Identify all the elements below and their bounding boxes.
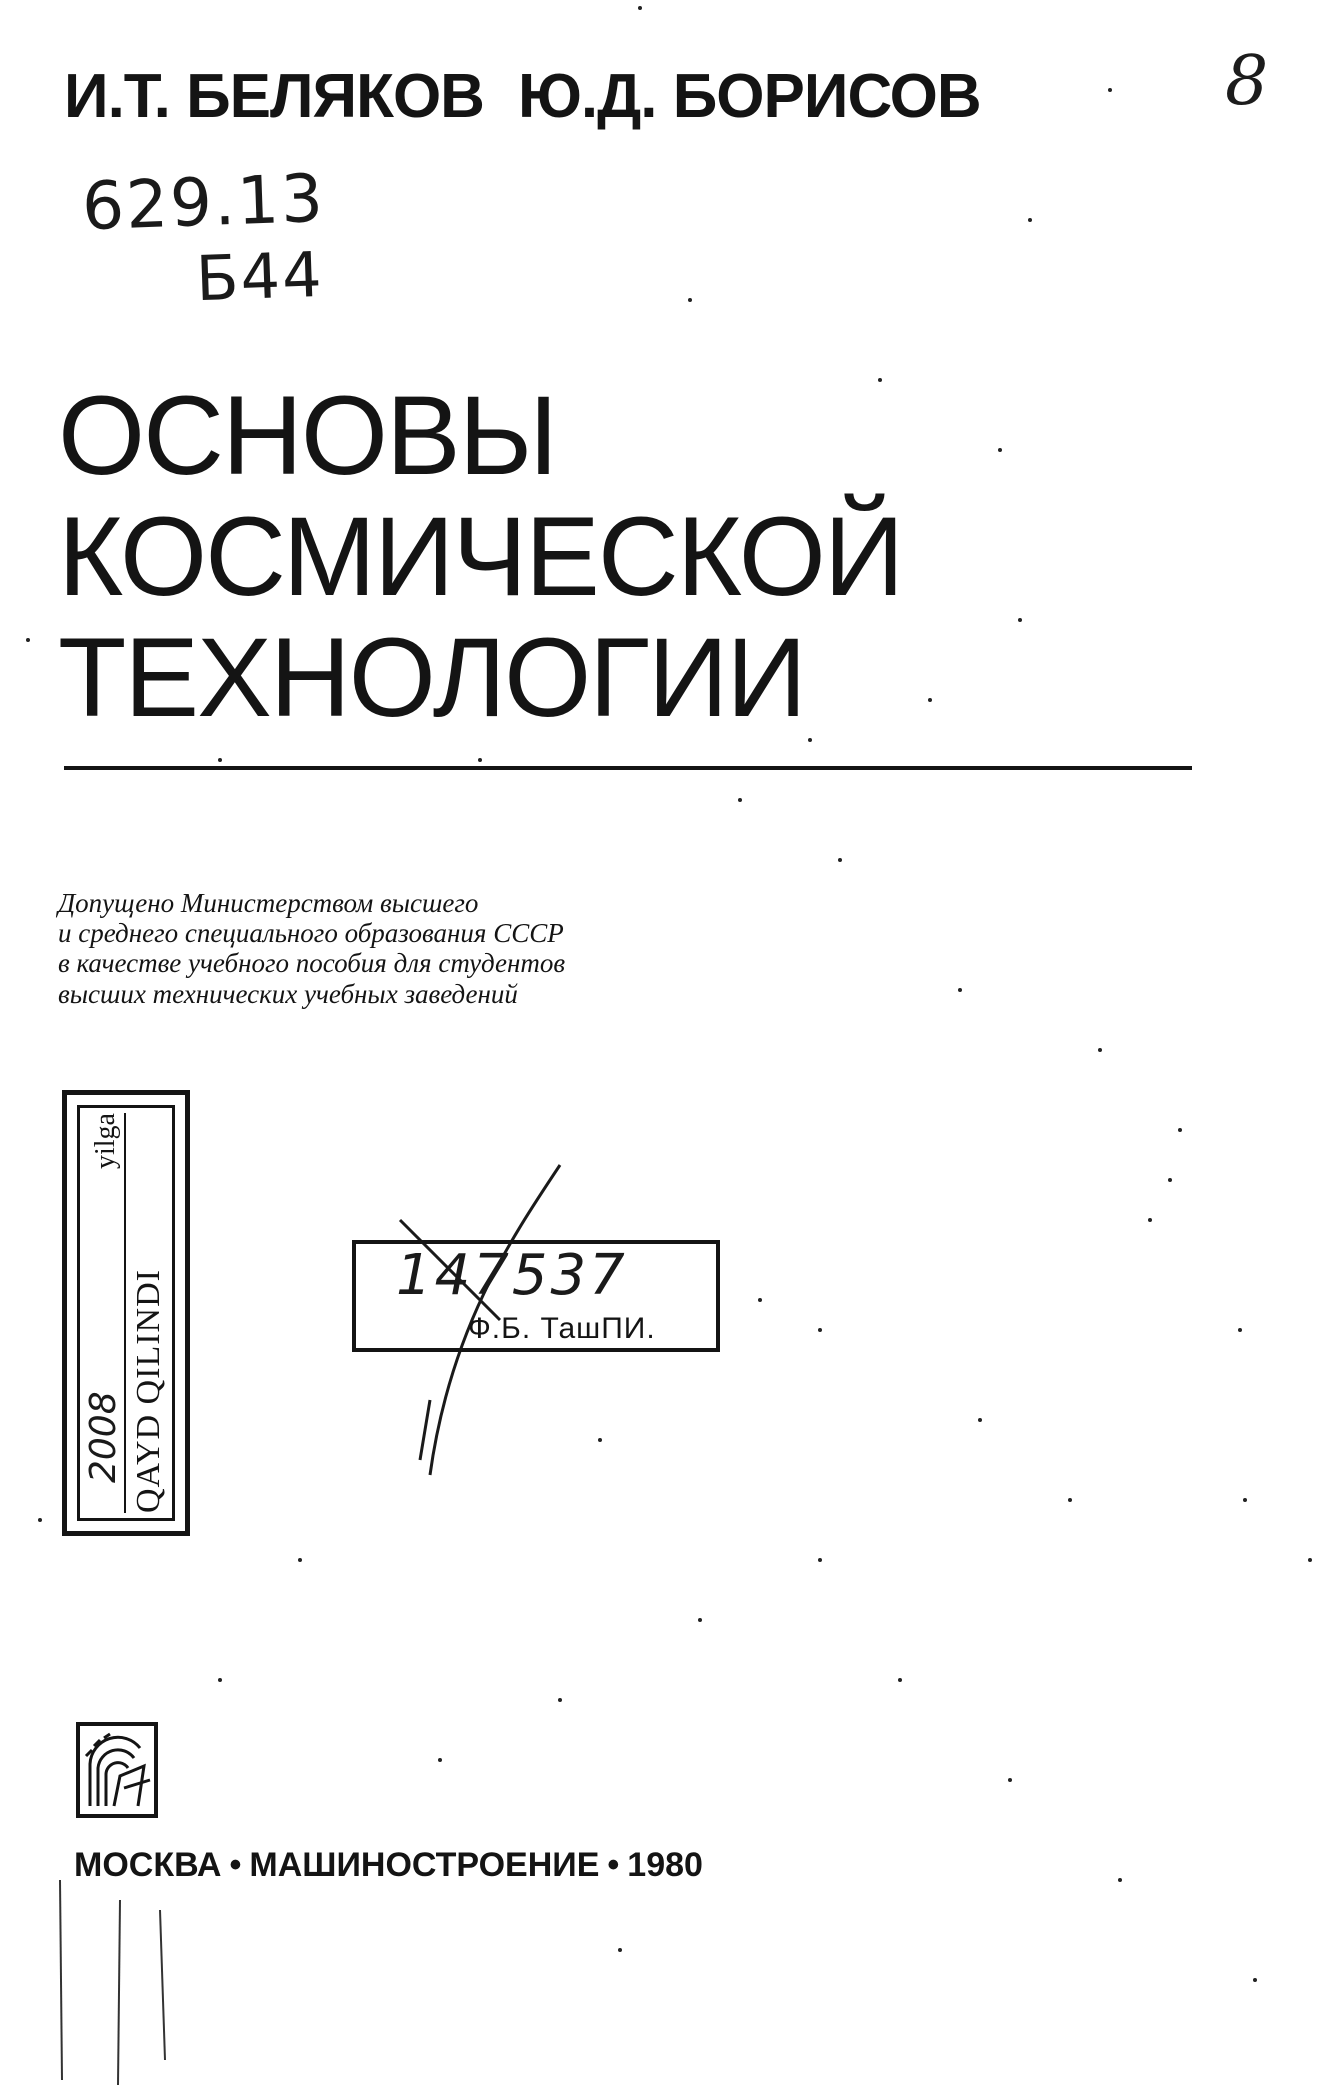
approval-line-2: и среднего специального образования СССР — [58, 918, 564, 949]
imprint-city: МОСКВА — [74, 1846, 222, 1884]
udc-code-handwritten: 629.13 — [80, 159, 327, 246]
publisher-logo-icon — [76, 1722, 158, 1818]
publisher-gear-emblem-icon — [80, 1726, 154, 1814]
title-line-1: ОСНОВЫ — [58, 373, 556, 498]
inventory-number-handwritten: 147537 — [396, 1243, 628, 1308]
inventory-stamp — [352, 1240, 720, 1352]
registration-year-line — [83, 1113, 126, 1513]
imprint-year: 1980 — [627, 1846, 703, 1884]
registration-stamp — [62, 1090, 190, 1536]
imprint-separator-2: • — [607, 1846, 620, 1884]
shelf-code-handwritten: Б44 — [194, 237, 325, 316]
approval-statement — [58, 888, 565, 1009]
registration-year-handwritten: 2008 — [83, 1391, 124, 1483]
title-line-3: ТЕХНОЛОГИИ — [58, 614, 805, 740]
authors-line — [64, 62, 981, 131]
registration-stamp-text — [74, 1103, 178, 1523]
book-title — [58, 373, 903, 740]
imprint-publisher: МАШИНОСТРОЕНИЕ — [249, 1846, 600, 1884]
approval-line-4: высших технических учебных заведений — [58, 978, 518, 1009]
inventory-library-label: Ф.Б. ТашПИ. — [468, 1312, 656, 1345]
corner-handwritten-mark: 8 — [1225, 42, 1269, 121]
imprint-line — [74, 1848, 703, 1882]
registration-label: QAYD QILINDI — [130, 1269, 167, 1513]
title-line-2: КОСМИЧЕСКОЙ — [58, 493, 903, 619]
approval-line-1: Допущено Министерством высшего — [58, 888, 479, 918]
registration-year-suffix: yilga — [90, 1113, 121, 1169]
title-divider — [64, 766, 1192, 770]
author-1: И.Т. БЕЛЯКОВ — [64, 62, 484, 131]
author-2: Ю.Д. БОРИСОВ — [517, 62, 981, 131]
imprint-separator-1: • — [229, 1846, 242, 1884]
approval-line-3: в качестве учебного пособия для студентов — [58, 948, 566, 979]
